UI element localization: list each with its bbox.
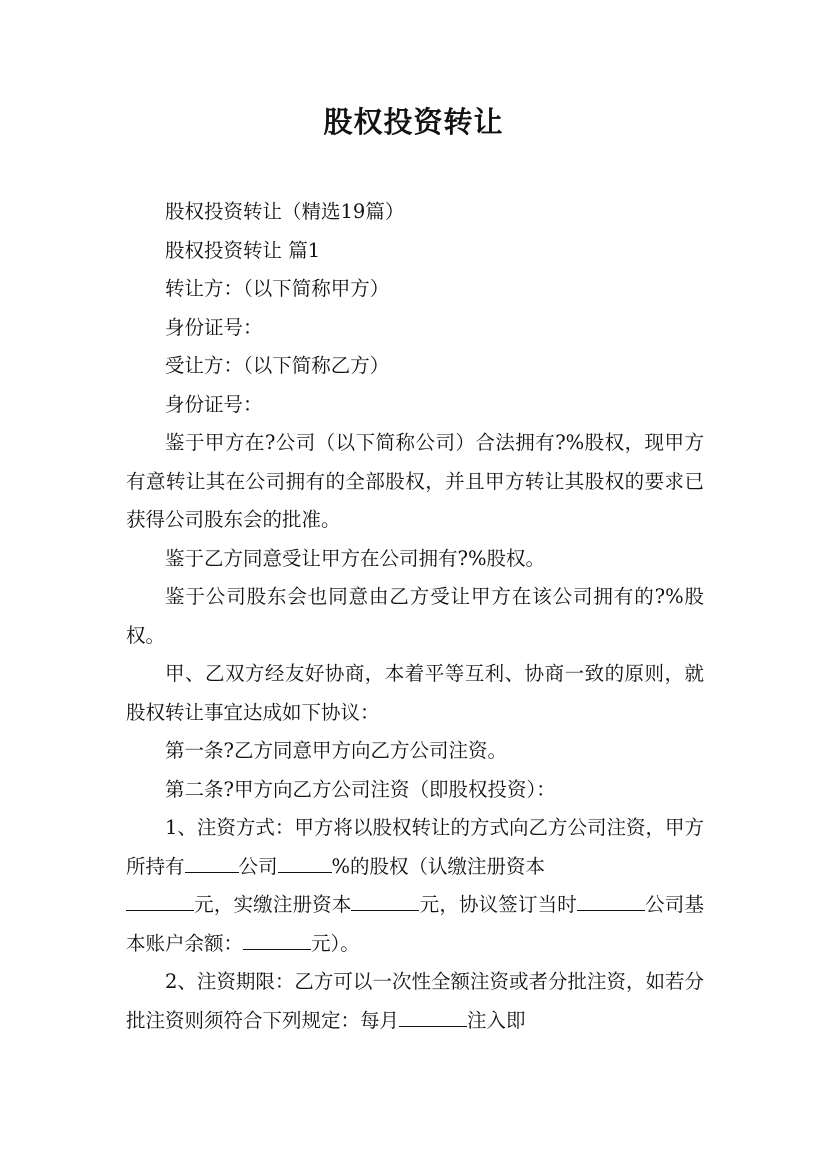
clause-1-text-g: 元）。 xyxy=(311,931,360,955)
paragraph-transferor-id: 身份证号： xyxy=(165,315,263,339)
blank-line xyxy=(399,1004,467,1027)
clause-2-text-a: 2、注资期限：乙方可以一次性全额注资或者分批注资，如若分批注资则须符合下列规定：每月 xyxy=(126,970,704,1032)
paragraph-transferor: 转让方：（以下简称甲方） xyxy=(165,277,390,300)
paragraph-clause-2 xyxy=(126,963,704,1040)
paragraph-transferee-id: 身份证号： xyxy=(165,392,263,416)
paragraph-article-2: 第二条?甲方向乙方公司注资（即股权投资）： xyxy=(165,777,556,801)
clause-1-text-a: 1、注资方式：甲方将以股权转让的方式向乙方公司注资，甲方所持有 xyxy=(126,816,704,878)
blank-line xyxy=(243,927,311,950)
clause-1-text-d: 元，实缴注册资本 xyxy=(194,893,352,916)
paragraph-article-1: 第一条?乙方同意甲方向乙方公司注资。 xyxy=(165,739,507,762)
clause-1-text-f: 公司基本账户余额： xyxy=(126,893,704,955)
paragraph-section-heading: 股权投资转让 篇1 xyxy=(165,238,321,262)
blank-line xyxy=(577,888,645,911)
document-title: 股权投资转让 xyxy=(323,105,504,139)
blank-line xyxy=(351,888,419,911)
clause-1-text-c: %的股权（认缴注册资本 xyxy=(331,854,546,878)
document-body xyxy=(126,193,704,1040)
paragraph-agreement-intro: 甲、乙双方经友好协商，本着平等互利、协商一致的原则，就股权转让事宜达成如下协议： xyxy=(126,662,704,724)
clause-1-text-e: 元，协议签订当时 xyxy=(419,893,577,916)
clause-1-text-b: 公司 xyxy=(238,854,278,878)
blank-line xyxy=(126,888,194,911)
blank-line xyxy=(185,850,239,873)
clause-2-text-b: 注入即 xyxy=(467,1008,526,1032)
paragraph-recital-2: 鉴于乙方同意受让甲方在公司拥有?%股权。 xyxy=(165,546,545,570)
paragraph-transferee: 受让方：（以下简称乙方） xyxy=(165,354,390,377)
blank-line xyxy=(278,850,332,873)
paragraph-subtitle: 股权投资转让（精选19篇） xyxy=(165,200,405,223)
paragraph-recital-3: 鉴于公司股东会也同意由乙方受让甲方在该公司拥有的?%股权。 xyxy=(126,585,704,647)
paragraph-recital-1: 鉴于甲方在?公司（以下简称公司）合法拥有?%股权，现甲方有意转让其在公司拥有的全部股权，并且甲方转让其股权的要求已获得公司股东会的批准。 xyxy=(126,431,704,531)
paragraph-clause-1 xyxy=(126,809,704,963)
